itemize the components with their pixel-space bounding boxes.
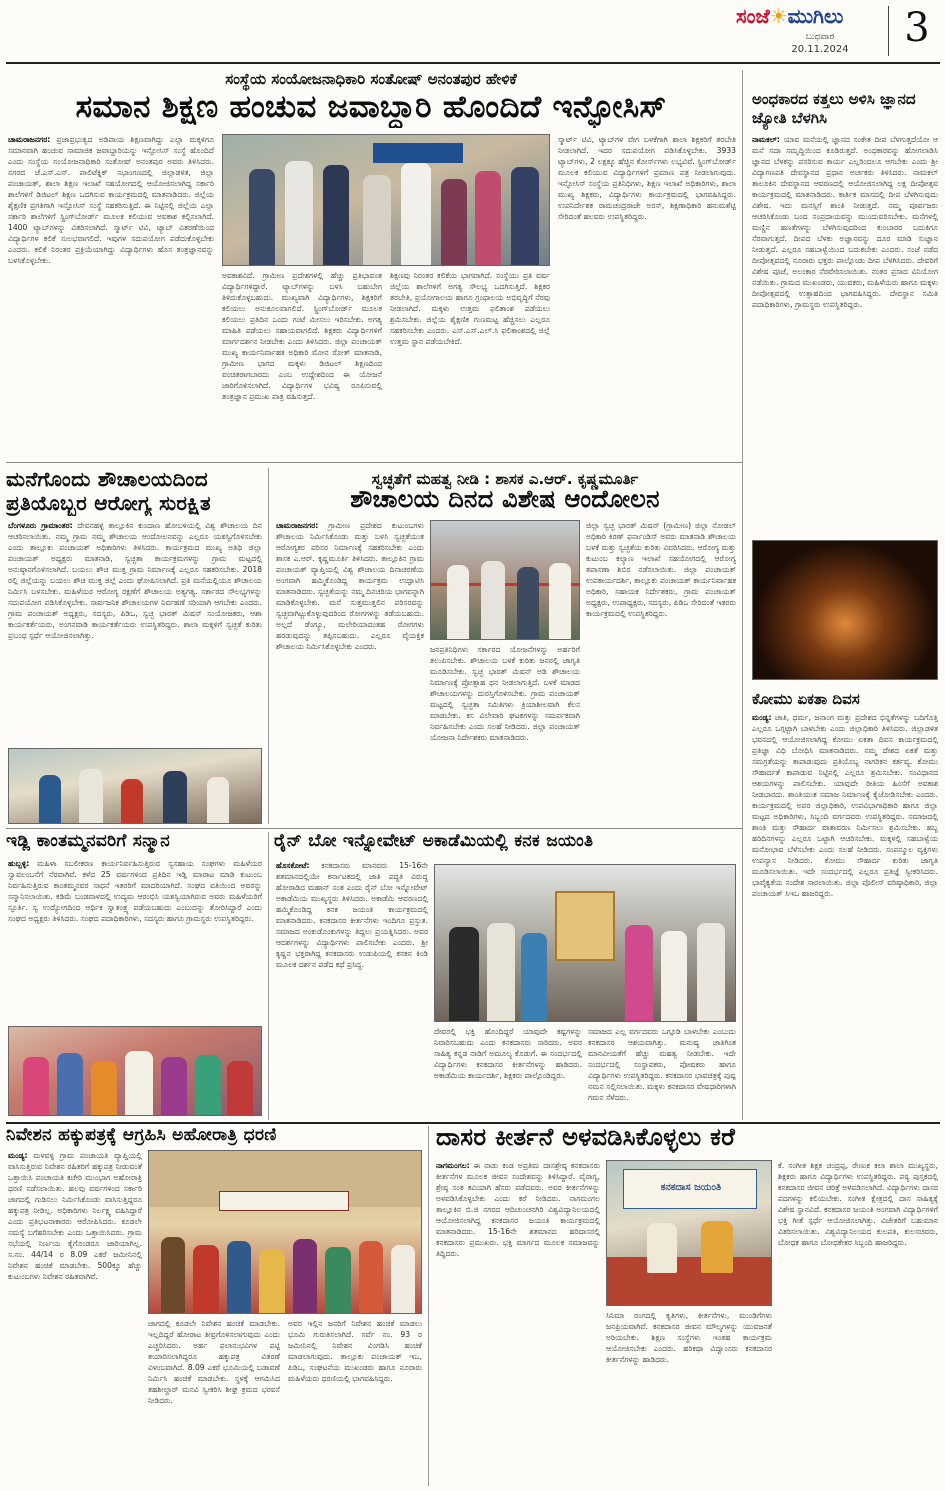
row3-rule [6,828,742,829]
sidebar-story2-dateline: ಮಂಡ್ಯ: [752,713,772,722]
row4-left-dateline: ಮಂಡ್ಯ: [8,1151,28,1160]
row3-right-headline: ರೈನ್ ಬೋ ಇನ್ನೋವೇಟ್ ಅಕಾಡೆಮಿಯಲ್ಲಿ ಕನಕ ಜಯಂತಿ [274,832,594,851]
row2-left-headline-2: ಪ್ರತಿಯೊಬ್ಬರ ಆರೋಗ್ಯ ಸುರಕ್ಷಿತ [6,492,211,515]
masthead-date: 20.11.2024 [791,44,849,55]
masthead-rule [6,62,940,64]
diya-lamps-photo [752,540,938,680]
toilet-day-photo [8,748,262,824]
masthead-day: ಬುಧವಾರ [805,32,835,42]
lead-headline: ಸಮಾನ ಶಿಕ್ಷಣ ಹಂಚುವ ಜವಾಬ್ದಾರಿ ಹೊಂದಿದೆ ಇನ್ಫೋಸಿಸ್ [75,90,667,125]
row3-left-body: ಹುಬ್ಬಳ್ಳಿ: ಮಹಿಳಾ ಸಬಲೀಕರಣ ಕಾರ್ಯನಿರ್ವಹಿಸುತ್ತಿರುವ ಸ್ವಸಹಾಯ ಸಂಘಗಳು ಮಹಿಳೆಯರ ಸ್ವಾವಲಂಬನೆಗೆ ನೆರವಾಗಿವೆ. ಕಳೆದ 25 ವರ್ಷಗಳಿಂದ ಪ್ರತಿದಿನ ಇಡ್ಲಿ ಮಾರಾಟ ಮಾಡಿ ಕುಟುಂಬ ನಿರ್ವಹಿಸುತ್ತಿರುವ ಕಾಂತಮ್ಮನವರ ಸಾಧನೆ ಇತರರಿಗೆ ಮಾದರಿಯಾಗಿದೆ. ಸಂಘದ ವತಿಯಿಂದ ಅವರನ್ನು ಸನ್ಮಾನಿಸಲಾಯಿತು. ಕಡಿಮೆ ಬಂಡವಾಳದಲ್ಲಿ ಉದ್ಯಮ ಆರಂಭಿಸಿ ಯಶಸ್ವಿಯಾಗಿರುವ ಅವರು ಮಹಿಳೆಯರಿಗೆ ಸ್ಫೂರ್ತಿ. ಸ್ವ ಉದ್ಯೋಗದಿಂದ ಆರ್ಥಿಕ ಸ್ವಾತಂತ್ರ್ಯ ಪಡೆಯಬಹುದು ಎಂಬುದನ್ನು ತೋರಿಸಿದ್ದಾರೆ ಎಂದು ಸಂಘದ ಅಧ್ಯಕ್ಷರು ತಿಳಿಸಿದರು. ಸಂಘದ ಪದಾಧಿಕಾರಿಗಳು, ಸದಸ್ಯರು ಹಾಗೂ ಗ್ರಾಮಸ್ಥರು ಉಪಸ್ಥಿತರಿದ್ದರು. [8,859,262,923]
sun-icon: ☀ [769,4,788,28]
row2-left-body: ಬೆಂಗಳೂರು ಗ್ರಾಮಾಂತರ: ದೇವನಹಳ್ಳಿ ತಾಲ್ಲೂಕಿನ ಕುಂದಾಣ ಹೋಬಳಿಯಲ್ಲಿ ವಿಶ್ವ ಶೌಚಾಲಯ ದಿನ ಆಚರಿಸಲಾಯಿತು. ನಮ್ಮ ಗ್ರಾಮ ನಮ್ಮ ಶೌಚಾಲಯ ಆಂದೋಲನವನ್ನು ಎಲ್ಲರೂ ಯಶಸ್ವಿಗೊಳಿಸಬೇಕು ಎಂದು ತಾಲ್ಲೂಕು ಪಂಚಾಯತ್ ಅಧಿಕಾರಿಗಳು ತಿಳಿಸಿದರು. ಕಾರ್ಯಕ್ರಮದ ಮುಖ್ಯ ಅತಿಥಿ ಜಿಲ್ಲಾ ಪಂಚಾಯತ್ ಅಧ್ಯಕ್ಷರು ಮಾತನಾಡಿ, ಸ್ವಚ್ಛತಾ ಕಾರ್ಯಕ್ರಮಗಳನ್ನು ಗ್ರಾಮ ಮಟ್ಟದಲ್ಲಿ ಅನುಷ್ಠಾನಗೊಳಿಸಲಾಗಿದೆ. ಬಯಲು ಶೌಚ ಮುಕ್ತ ಗ್ರಾಮ ನಿರ್ಮಾಣಕ್ಕೆ ಎಲ್ಲರೂ ಸಹಕರಿಸಬೇಕು. 2018 ರಲ್ಲಿ ಜಿಲ್ಲೆಯನ್ನು ಬಯಲು ಶೌಚ ಮುಕ್ತ ಜಿಲ್ಲೆ ಎಂದು ಘೋಷಿಸಲಾಗಿದೆ. ಪ್ರತಿ ಮನೆಯಲ್ಲಿಯೂ ಶೌಚಾಲಯ ನಿರ್ಮಿಸಿ ಬಳಸಬೇಕು. ಮಹಿಳೆಯರ ಆರೋಗ್ಯ ರಕ್ಷಣೆಗೆ ಶೌಚಾಲಯ ಅತ್ಯಗತ್ಯ. ಸರ್ಕಾರದ ಸೌಲಭ್ಯಗಳನ್ನು ಸದುಪಯೋಗ ಪಡಿಸಿಕೊಳ್ಳಬೇಕು. ಸಾರ್ವಜನಿಕ ಶೌಚಾಲಯಗಳ ನಿರ್ವಹಣೆ ಸರಿಯಾಗಿ ಆಗಬೇಕು ಎಂದರು. ಗ್ರಾಮ ಪಂಚಾಯತ್ ಅಧ್ಯಕ್ಷರು, ಸದಸ್ಯರು, ಪಿಡಿಒ, ಸ್ವಚ್ಛ ಭಾರತ್ ಮಿಷನ್ ಸಂಯೋಜಕರು, ಆಶಾ ಕಾರ್ಯಕರ್ತೆಯರು, ಅಂಗನವಾಡಿ ಕಾರ್ಯಕರ್ತೆಯರು ಉಪಸ್ಥಿತರಿದ್ದರು. ಶಾಲಾ ಮಕ್ಕಳಿಗೆ ಸ್ವಚ್ಛತೆ ಕುರಿತು ಪ್ರಬಂಧ ಸ್ಪರ್ಧೆ ಆಯೋಜಿಸಲಾಗಿತ್ತು. [8,521,262,640]
logo-part-b: ಮುಗಿಲು [787,4,844,28]
row2-rule [6,462,742,463]
row2-divider [268,468,269,824]
row2-left-dateline: ಬೆಂಗಳೂರು ಗ್ರಾಮಾಂತರ: [8,521,73,530]
stage-banner-text: ಕನಕದಾಸ ಜಯಂತಿ [660,1182,722,1193]
lead-body-col1 [8,134,214,454]
page-number: 3 [904,5,930,51]
row2-left-headline-1: ಮನೆಗೊಂದು ಶೌಚಾಲಯದಿಂದ [6,468,208,491]
sidebar-story1-headline: ಅಂಧಕಾರದ ಕತ್ತಲು ಅಳಿಸಿ ಜ್ಞಾನದ ಜ್ಯೋತಿ ಬೆಳಗಿಸಿ [752,90,916,127]
keertane-stage-photo [606,1160,772,1306]
ribbon-cutting-photo [430,520,580,640]
sidebar-divider [742,70,743,1120]
row4-right-body-b: ಸಿನಿಮಾ ರಂಗದಲ್ಲಿ ಕೃತಿಗಳು, ಕೀರ್ತನೆಗಳು, ಮುಂಡಿಗೆಗಳು ಜನಪ್ರಿಯವಾಗಿವೆ. ಕನಕದಾಸರ ಜೀವನ ಮೌಲ್ಯಗಳನ್ನು ಯುವಜನತೆ ಅರಿಯಬೇಕು. ಶಿಕ್ಷಣ ಸಂಸ್ಥೆಗಳು ಇಂತಹ ಕಾರ್ಯಕ್ರಮ ಆಯೋಜಿಸಬೇಕು ಎಂದರು. ಹರಿಕಥಾ ವಿದ್ವಾಂಸರು ಕನಕದಾಸರ ಕೀರ್ತನೆಗಳನ್ನು ಹಾಡಿದರು. [606,1311,772,1364]
lead-body-col2: ಅವಕಾಶವಿದೆ. ಗ್ರಾಮೀಣ ಪ್ರದೇಶಗಳಲ್ಲಿ ಹೆಚ್ಚು ಪ್ರತಿಭಾವಂತ ವಿದ್ಯಾರ್ಥಿಗಳಿದ್ದಾರೆ. ಟ್ಯಾಬ್‌ಗಳನ್ನು ಬಳಸಿ ಬಹುಬೇಗ ತಿಳಿದುಕೊಳ್ಳಬಹುದು. ಮುಖ್ಯವಾಗಿ ವಿದ್ಯಾರ್ಥಿಗಳು, ಶಿಕ್ಷಕರಿಗೆ ಕಲಿಯಲು ಅನುಕೂಲವಾಗಲಿದೆ. ಸ್ಪ್ರಿಂಗ್‌ಬೋರ್ಡ್ ಮೂಲಕ ಕಲಿಯಲು ಪ್ರತಿದಿನ ಒಂದು ಗಂಟೆ ಮೀಸಲು ಇರಿಸಬೇಕು. ಅಗತ್ಯ ಮಾಹಿತಿ ಪಡೆಯಲು ಸಹಾಯವಾಗಲಿದೆ. ಶಿಕ್ಷಕರು ವಿದ್ಯಾರ್ಥಿಗಳಿಗೆ ಮಾರ್ಗದರ್ಶನ ನೀಡಬೇಕು ಎಂದು ತಿಳಿಸಿದರು. ಜಿಲ್ಲಾ ಪಂಚಾಯತ್ ಮುಖ್ಯ ಕಾರ್ಯನಿರ್ವಾಹಕ ಅಧಿಕಾರಿ ಮೋನ ರೋತ್ ಮಾತನಾಡಿ, ಗ್ರಾಮೀಣ ಭಾಗದ ಮಕ್ಕಳು ಡಿಜಿಟಲ್ ಶಿಕ್ಷಣದಿಂದ ವಂಚಿತರಾಗಬಾರದು ಎಂಬ ಉದ್ದೇಶದಿಂದ ಈ ಯೋಜನೆ ಜಾರಿಗೊಳಿಸಲಾಗಿದೆ. ವಿದ್ಯಾರ್ಥಿಗಳ ಭವಿಷ್ಯ ರೂಪಿಸುವಲ್ಲಿ ತಂತ್ರಜ್ಞಾನ ಪ್ರಮುಖ ಪಾತ್ರ ವಹಿಸುತ್ತದೆ. [222,271,382,401]
lead-photo [222,134,550,266]
row2-mid-body-a: ಚಾಮರಾಜನಗರ: ಗ್ರಾಮೀಣ ಪ್ರದೇಶದ ಕುಟುಂಬಗಳು ಶೌಚಾಲಯ ನಿರ್ಮಿಸಿಕೊಂಡು ಮತ್ತು ಬಳಸಿ ಸ್ವಚ್ಛತೆಯುತ ಆರೋಗ್ಯಕರ ಪರಿಸರ ನಿರ್ಮಾಣಕ್ಕೆ ಸಹಕರಿಸಬೇಕು ಎಂದು ಶಾಸಕ ಎ.ಆರ್. ಕೃಷ್ಣಮೂರ್ತಿ ತಿಳಿಸಿದರು. ತಾಲ್ಲೂಕಿನ ಗ್ರಾಮ ಪಂಚಾಯತ್ ವ್ಯಾಪ್ತಿಯಲ್ಲಿ ವಿಶ್ವ ಶೌಚಾಲಯ ದಿನಾಚರಣೆಯ ಅಂಗವಾಗಿ ಹಮ್ಮಿಕೊಂಡಿದ್ದ ಕಾರ್ಯಕ್ರಮ ಉದ್ಘಾಟಿಸಿ ಮಾತನಾಡಿದರು. ಸ್ವಚ್ಛತೆಯನ್ನು ನಮ್ಮ ದಿನಚರಿಯ ಭಾಗವನ್ನಾಗಿ ಮಾಡಿಕೊಳ್ಳಬೇಕು. ಮನೆ ಸುತ್ತಮುತ್ತಲಿನ ಪರಿಸರವನ್ನು ಸ್ವಚ್ಛವಾಗಿಟ್ಟುಕೊಳ್ಳುವುದರಿಂದ ರೋಗಗಳನ್ನು ತಡೆಯಬಹುದು. ಅಲ್ಲದೆ ಡೆಂಗ್ಯೂ, ಮಲೇರಿಯಾದಂತಹ ರೋಗಗಳು ಹರಡುವುದನ್ನು ತಪ್ಪಿಸಬಹುದು. ಎಲ್ಲರೂ ವೈಯಕ್ತಿಕ ಶೌಚಾಲಯ ನಿರ್ಮಿಸಿಕೊಳ್ಳಬೇಕು ಎಂದರು. [276,521,424,651]
row3-right-body-a: ಹೊಸಕೋಟೆ: ಕನಕದಾಸರು ಮಾನವರು 15-16ನೇ ಶತಮಾನದಲ್ಲಿಯೇ ಕರ್ನಾಟಕದಲ್ಲಿ ಜಾತಿ ಪದ್ಧತಿ ವಿರುದ್ಧ ಹೋರಾಡಿದ ಮಹಾನ್ ಸಂತ ಎಂದು ರೈನ್ ಬೋ ಇನ್ನೋವೇಟ್ ಅಕಾಡೆಮಿಯ ಮುಖ್ಯಸ್ಥರು ತಿಳಿಸಿದರು. ಅಕಾಡೆಮಿ ಆವರಣದಲ್ಲಿ ಹಮ್ಮಿಕೊಂಡಿದ್ದ ಕನಕ ಜಯಂತಿ ಕಾರ್ಯಕ್ರಮದಲ್ಲಿ ಮಾತನಾಡಿದರು. ಕನಕದಾಸರ ಕೀರ್ತನೆಗಳು ಇಂದಿಗೂ ಪ್ರಸ್ತುತ. ಸಮಾಜದ ಅಂಕುಡೊಂಕುಗಳನ್ನು ತಿದ್ದಲು ಪ್ರಯತ್ನಿಸಿದರು. ಅವರ ಆದರ್ಶಗಳನ್ನು ವಿದ್ಯಾರ್ಥಿಗಳು ಪಾಲಿಸಬೇಕು ಎಂದರು. ಶ್ರೀ ಕೃಷ್ಣನ ಭಕ್ತರಾಗಿದ್ದ ಕನಕದಾಸರು ಉಡುಪಿಯಲ್ಲಿ ಕನಕನ ಕಿಂಡಿ ಮೂಲಕ ದರ್ಶನ ಪಡೆದ ಕಥೆ ಪ್ರಸಿದ್ಧ. [276,861,428,969]
row3-left-headline: ಇಡ್ಲಿ ಕಾಂತಮ್ಮನವರಿಗೆ ಸನ್ಮಾನ [6,832,170,851]
row3-right-body-c: ಸಮಾಜದ ಎಲ್ಲ ವರ್ಗದವರು ಒಗ್ಗೂಡಿ ಬಾಳಬೇಕು ಎಂಬುದು ಕನಕದಾಸರ ಆಶಯವಾಗಿತ್ತು. ಮನುಷ್ಯ ಜಾತಿಗಿಂತ ಮಾನವೀಯತೆಗೆ ಹೆಚ್ಚು ಮಹತ್ವ ನೀಡಬೇಕು. ಇದೇ ಸಂದರ್ಭದಲ್ಲಿ ಸಂಸ್ಥಾಪಕರು, ಪೋಷಕರು ಹಾಗೂ ವಿದ್ಯಾರ್ಥಿಗಳು ಉಪಸ್ಥಿತರಿದ್ದರು. ಕನಕದಾಸರ ಭಾವಚಿತ್ರಕ್ಕೆ ಪುಷ್ಪ ನಮನ ಸಲ್ಲಿಸಲಾಯಿತು. ಮಕ್ಕಳು ಕನಕದಾಸರ ವೇಷಧಾರಿಗಳಾಗಿ ಗಮನ ಸೆಳೆದರು. [588,1027,736,1102]
masthead-logo [736,4,876,30]
felicitation-photo [8,1026,262,1116]
lead-body-a: ಪ್ರಜಾಪ್ರಭುತ್ವದ ಅಡಿಪಾಯ ಶಿಕ್ಷಣವಾಗಿದ್ದು ಎಲ್ಲಾ ಮಕ್ಕಳಿಗೂ ಸಮಾನವಾಗಿ ಹಂಚುವ ಸಾಮಾಜಿಕ ಜವಾಬ್ದಾರಿಯನ್ನು ಇನ್ಫೋಸಿಸ್ ಸಂಸ್ಥೆ ಹೊಂದಿದೆ ಎಂದು ಸಂಸ್ಥೆಯ ಸಂಯೋಜನಾಧಿಕಾರಿ ಸಂತೋಷ್ ಅನಂತಪುರ ಅವರು ತಿಳಿಸಿದರು. ನಗರದ ಜೆ.ಎಸ್.ಎಸ್. ಪಾಲಿಟೆಕ್ನಿಕ್ ಸಭಾಂಗಣದಲ್ಲಿ ಜಿಲ್ಲಾಡಳಿತ, ಜಿಲ್ಲಾ ಪಂಚಾಯತ್, ಶಾಲಾ ಶಿಕ್ಷಣ ಇಲಾಖೆ ಸಹಯೋಗದಲ್ಲಿ ಆಯೋಜಿಸಲಾಗಿದ್ದ ಸರ್ಕಾರಿ ಶಾಲೆಗಳಿಗೆ ಡಿಜಿಟಲ್ ಶಿಕ್ಷಣ ಒದಗಿಸುವ ಕಾರ್ಯಕ್ರಮದಲ್ಲಿ ಮಾತನಾಡಿದರು. ಜಿಲ್ಲೆಯ ಶೈಕ್ಷಣಿಕ ಪ್ರಗತಿಗಾಗಿ ಇನ್ಫೋಸಿಸ್ ಸಂಸ್ಥೆ ಸಹಕರಿಸುತ್ತಿದೆ. ಈ ನಿಟ್ಟಿನಲ್ಲಿ ಜಿಲ್ಲೆಯ ಎಲ್ಲಾ ಸರ್ಕಾರಿ ಶಾಲೆಗಳಿಗೆ ಸ್ಪ್ರಿಂಗ್‌ಬೋರ್ಡ್ ಮೂಲಕ ಕಲಿಯುವ ಅವಕಾಶ ಕಲ್ಪಿಸಲಾಗಿದೆ. 1400 ಟ್ಯಾಬ್‌ಗಳನ್ನು ವಿತರಿಸಲಾಗಿದೆ. ಸ್ಮಾರ್ಟ್ ಟಿವಿ, ಟ್ಯಾಬ್ ವಿತರಣೆಯಿಂದ ವಿದ್ಯಾರ್ಥಿಗಳ ಕಲಿಕೆ ಸುಲಭವಾಗಲಿದೆ. ಇವುಗಳ ಸದುಪಯೋಗ ಪಡೆದುಕೊಳ್ಳಬೇಕು ಎಂದರು. ಕಲಿಕೆ ನಿರಂತರ ಪ್ರಕ್ರಿಯೆಯಾಗಿದ್ದು ವಿದ್ಯಾರ್ಥಿಗಳು ಹೊಸ ತಂತ್ರಜ್ಞಾನವನ್ನು ಬಳಸಿಕೊಳ್ಳಬೇಕು. [8,135,214,265]
row2-mid-body-b: ಜನಪ್ರತಿನಿಧಿಗಳು ಸರ್ಕಾರದ ಯೋಜನೆಗಳನ್ನು ಅರ್ಹರಿಗೆ ತಲುಪಿಸಬೇಕು. ಶೌಚಾಲಯ ಬಳಕೆ ಕುರಿತು ಜನರಲ್ಲಿ ಜಾಗೃತಿ ಮೂಡಿಸಬೇಕು. ಸ್ವಚ್ಛ ಭಾರತ್ ಮಿಷನ್ ಅಡಿ ಶೌಚಾಲಯ ನಿರ್ಮಾಣಕ್ಕೆ ಪ್ರೋತ್ಸಾಹ ಧನ ನೀಡಲಾಗುತ್ತಿದೆ. ಬಳಕೆ ಮಾಡದ ಶೌಚಾಲಯಗಳನ್ನು ದುರಸ್ತಿಗೊಳಿಸಬೇಕು. ಗ್ರಾಮ ಪಂಚಾಯತ್ ಮಟ್ಟದಲ್ಲಿ ಸ್ವಚ್ಛತಾ ಸಮಿತಿಗಳು ಕ್ರಿಯಾಶೀಲವಾಗಿ ಕೆಲಸ ಮಾಡಬೇಕು. ಕಸ ವಿಲೇವಾರಿ ಘಟಕಗಳನ್ನು ಸಮರ್ಪಕವಾಗಿ ನಿರ್ವಹಿಸಬೇಕು ಎಂದು ಸಲಹೆ ನೀಡಿದರು. ಜಿಲ್ಲಾ ಪಂಚಾಯತ್ ಯೋಜನಾ ನಿರ್ದೇಶಕರು ಮಾತನಾಡಿದರು. [430,645,580,742]
lead-kicker: ಸಂಸ್ಥೆಯ ಸಂಯೋಜನಾಧಿಕಾರಿ ಸಂತೋಷ್ ಅನಂತಪುರ ಹೇಳಿಕೆ [225,70,517,88]
sidebar-story2-headline: ಕೋಮು ಏಕತಾ ದಿವಸ [752,690,860,708]
row4-left-headline: ನಿವೇಶನ ಹಕ್ಕುಪತ್ರಕ್ಕೆ ಆಗ್ರಹಿಸಿ ಅಹೋರಾತ್ರಿ ಧರಣಿ [6,1126,277,1145]
row4-divider [428,1126,429,1486]
protest-photo [148,1150,422,1314]
kanaka-jayanti-photo [434,864,736,1022]
sidebar-story2-body: ಮಂಡ್ಯ: ಜಾತಿ, ಧರ್ಮ, ಜನಾಂಗ ಮತ್ತು ಪ್ರದೇಶದ ಭಿನ್ನತೆಗಳನ್ನು ಬದಿಗೊತ್ತಿ ಎಲ್ಲರೂ ಒಗ್ಗಟ್ಟಾಗಿ ಬಾಳಬೇಕು ಎಂದು ಜಿಲ್ಲಾಧಿಕಾರಿ ತಿಳಿಸಿದರು. ಜಿಲ್ಲಾಡಳಿತ ಭವನದಲ್ಲಿ ಆಯೋಜಿಸಲಾಗಿದ್ದ ಕೋಮು ಏಕತಾ ದಿವಸ ಕಾರ್ಯಕ್ರಮದಲ್ಲಿ ಪ್ರತಿಜ್ಞಾ ವಿಧಿ ಬೋಧಿಸಿ ಮಾತನಾಡಿದರು. ನಮ್ಮ ದೇಶದ ಏಕತೆ ಮತ್ತು ಸಮಗ್ರತೆಯನ್ನು ಕಾಪಾಡುವುದು ಪ್ರತಿಯೊಬ್ಬ ನಾಗರಿಕನ ಕರ್ತವ್ಯ. ಕೋಮು ಸೌಹಾರ್ದತೆ ಕಾಪಾಡುವ ನಿಟ್ಟಿನಲ್ಲಿ ಎಲ್ಲರೂ ಶ್ರಮಿಸಬೇಕು. ಸಂವಿಧಾನದ ಆಶಯಗಳನ್ನು ಪಾಲಿಸಬೇಕು. ಯಾವುದೇ ರೀತಿಯ ಹಿಂಸೆಗೆ ಅವಕಾಶ ನೀಡಬಾರದು. ಶಾಂತಿಯುತ ಸಮಾಜ ನಿರ್ಮಾಣಕ್ಕೆ ಕೈಜೋಡಿಸಬೇಕು ಎಂದರು. ಕಾರ್ಯಕ್ರಮದಲ್ಲಿ ಅಪರ ಜಿಲ್ಲಾಧಿಕಾರಿ, ಉಪವಿಭಾಗಾಧಿಕಾರಿ ಹಾಗೂ ಜಿಲ್ಲಾ ಮಟ್ಟದ ಅಧಿಕಾರಿಗಳು, ಸಿಬ್ಬಂದಿ ವರ್ಗದವರು ಉಪಸ್ಥಿತರಿದ್ದರು. ಸಮಾಜದಲ್ಲಿ ಶಾಂತಿ ಮತ್ತು ಸೌಹಾರ್ದ ವಾತಾವರಣ ನಿರ್ಮಿಸಲು ಶ್ರಮಿಸಬೇಕು. ಹಬ್ಬ ಹರಿದಿನಗಳನ್ನು ಎಲ್ಲರೂ ಒಟ್ಟಾಗಿ ಆಚರಿಸಬೇಕು. ಮಕ್ಕಳಲ್ಲಿ ಸಹಬಾಳ್ವೆಯ ಮನೋಭಾವ ಬೆಳೆಸಬೇಕು ಎಂದು ಸಲಹೆ ನೀಡಿದರು. ಸಂಪನ್ಮೂಲ ವ್ಯಕ್ತಿಗಳು ಉಪನ್ಯಾಸ ನೀಡಿದರು. ಕೋಮು ಸೌಹಾರ್ದ ಕುರಿತು ಜಾಗೃತಿ ಮೂಡಿಸಲಾಯಿತು. ಇದೇ ಸಂದರ್ಭದಲ್ಲಿ ಎಲ್ಲರೂ ಪ್ರತಿಜ್ಞೆ ಸ್ವೀಕರಿಸಿದರು. ಭಾವೈಕ್ಯತೆಯ ಸಂದೇಶ ಸಾರಲಾಯಿತು. ಜಿಲ್ಲಾ ಪೊಲೀಸ್ ವರಿಷ್ಠಾಧಿಕಾರಿ, ಜಿಲ್ಲಾ ಪಂಚಾಯತ್ ಸಿಇಒ ಹಾಜರಿದ್ದರು. [752,713,938,898]
row2-mid-dateline: ಚಾಮರಾಜನಗರ: [276,521,319,530]
row2-mid-kicker: ಸ್ವಚ್ಛತೆಗೆ ಮಹತ್ವ ನೀಡಿ : ಶಾಸಕ ಎ.ಆರ್. ಕೃಷ್ಣಮೂರ್ತಿ [371,470,639,488]
lead-body-col4: ಸ್ಮಾರ್ಟ್ ಟಿವಿ, ಟ್ಯಾಬ್‌ಗಳ ವೇಗ ಬಳಕೆಗಾಗಿ ಶಾಲಾ ಶಿಕ್ಷಕರಿಗೆ ತರಬೇತಿ ನೀಡಲಾಗಿದೆ. ಇದರ ಸದುಪಯೋಗ ಪಡಿಸಿಕೊಳ್ಳಬೇಕು. 3933 ಟ್ಯಾಬ್‌ಗಳು, 2 ಲಕ್ಷಕ್ಕೂ ಹೆಚ್ಚಿನ ಕೋರ್ಸ್‌ಗಳು ಲಭ್ಯವಿವೆ. ಸ್ಪ್ರಿಂಗ್‌ಬೋರ್ಡ್ ಮೂಲಕ ಕಲಿಯುವ ವಿದ್ಯಾರ್ಥಿಗಳಿಗೆ ಪ್ರಮಾಣ ಪತ್ರ ನೀಡಲಾಗುವುದು. ಇನ್ಫೋಸಿಸ್ ಸಂಸ್ಥೆಯ ಪ್ರತಿನಿಧಿಗಳು, ಶಿಕ್ಷಣ ಇಲಾಖೆ ಅಧಿಕಾರಿಗಳು, ಶಾಲಾ ಮುಖ್ಯ ಶಿಕ್ಷಕರು, ವಿದ್ಯಾರ್ಥಿಗಳು ಕಾರ್ಯಕ್ರಮದಲ್ಲಿ ಭಾಗವಹಿಸಿದ್ದರು. ಉಪನಿರ್ದೇಶಕ ರಾಮಚಂದ್ರರಾಜೇ ಅರಸ್, ಶಿಕ್ಷಣಾಧಿಕಾರಿ ಹನುಮಶೆಟ್ಟಿ ಸೇರಿದಂತೆ ಹಲವರು ಉಪಸ್ಥಿತರಿದ್ದರು. [558,135,736,221]
row4-right-body-c: ಕೆ. ಸಂಗೀತ ಶಿಕ್ಷಕ ಚಂದ್ರಪ್ಪ, ರೇಣುಕ ಕಲಾ ಶಾಲಾ ಮುಖ್ಯಸ್ಥರು, ಶಿಕ್ಷಕರು ಹಾಗೂ ವಿದ್ಯಾರ್ಥಿಗಳು ಉಪಸ್ಥಿತರಿದ್ದರು. ಪಠ್ಯ ಪುಸ್ತಕದಲ್ಲಿ ಕನಕದಾಸರ ಜೀವನ ಚರಿತ್ರೆ ಅಳವಡಿಸಲಾಗಿದೆ. ವಿದ್ಯಾರ್ಥಿಗಳು ದಾಸರ ಪದಗಳನ್ನು ಕಲಿಯಬೇಕು. ಸಂಗೀತ ಕ್ಷೇತ್ರದಲ್ಲಿ ದಾಸ ಸಾಹಿತ್ಯಕ್ಕೆ ವಿಶೇಷ ಸ್ಥಾನವಿದೆ. ಕನಕದಾಸರ ಜಯಂತಿ ಅಂಗವಾಗಿ ವಿದ್ಯಾರ್ಥಿಗಳಿಗೆ ಭಕ್ತಿ ಗೀತೆ ಸ್ಪರ್ಧೆ ಆಯೋಜಿಸಲಾಗಿತ್ತು. ವಿಜೇತರಿಗೆ ಬಹುಮಾನ ವಿತರಿಸಲಾಯಿತು. ವಿಶ್ವವಿದ್ಯಾನಿಲಯದ ಕುಲಪತಿ, ಕುಲಸಚಿವರು, ಬೋಧಕ ಹಾಗೂ ಬೋಧಕೇತರ ಸಿಬ್ಬಂದಿ ಹಾಜರಿದ್ದರು. [778,1161,938,1247]
logo-part-a: ಸಂಜೆ [736,4,770,28]
row4-left-body-b: ಜಾಗದಲ್ಲಿ ಕೂಡಲೇ ನಿವೇಶನ ಹಂಚಿಕೆ ಮಾಡಬೇಕು. ಇಲ್ಲದಿದ್ದರೆ ಹೋರಾಟ ತೀವ್ರಗೊಳಿಸಲಾಗುವುದು ಎಂದು ಎಚ್ಚರಿಸಿದರು. ಅರ್ಹ ಫಲಾನುಭವಿಗಳ ಪಟ್ಟಿ ತಯಾರಿಸಲಾಗಿದ್ದರೂ ಹಕ್ಕುಪತ್ರ ವಿತರಣೆ ವಿಳಂಬವಾಗಿದೆ. 8.09 ಎಕರೆ ಭೂಮಿಯಲ್ಲಿ ಬಡಾವಣೆ ನಿರ್ಮಿಸಿ ಹಂಚಿಕೆ ಮಾಡಬೇಕು. ಸ್ಥಳಕ್ಕೆ ಆಗಮಿಸಿದ ತಹಶೀಲ್ದಾರ್ ಮನವಿ ಸ್ವೀಕರಿಸಿ ಶೀಘ್ರ ಕ್ರಮದ ಭರವಸೆ ನೀಡಿದರು. [148,1319,280,1405]
row4-left-body-c: ಅವರ ಇಲ್ಲಿನ ಜನರಿಗೆ ನಿವೇಶನ ಹಂಚಿಕೆ ಮಾಡಲು ಭೂಮಿ ಗುರುತಿಸಲಾಗಿದೆ. ಸರ್ವೆ ನಂ. 93 ರ ಜಮೀನಿನಲ್ಲಿ ನಿವೇಶನ ವಿಂಗಡಿಸಿ ಹಂಚಿಕೆ ಮಾಡಲಾಗುವುದು. ತಾಲ್ಲೂಕು ಪಂಚಾಯತ್ ಇಒ, ಪಿಡಿಒ, ಸಂಘಟನೆಯ ಮುಖಂಡರು ಹಾಗೂ ನೂರಾರು ಮಹಿಳೆಯರು ಧರಣಿಯಲ್ಲಿ ಭಾಗವಹಿಸಿದ್ದರು. [288,1319,422,1383]
row4-left-body-a: ಮಂಡ್ಯ: ಮಳವಳ್ಳಿ ಗ್ರಾಮ ಪಂಚಾಯತಿ ವ್ಯಾಪ್ತಿಯಲ್ಲಿ ವಾಸಿಸುತ್ತಿರುವ ನಿವೇಶನ ರಹಿತರಿಗೆ ಹಕ್ಕುಪತ್ರ ನೀಡುವಂತೆ ಒತ್ತಾಯಿಸಿ ಪಂಚಾಯತಿ ಕಚೇರಿ ಮುಂಭಾಗ ಅಹೋರಾತ್ರಿ ಧರಣಿ ನಡೆಸಲಾಯಿತು. ಹಲವು ವರ್ಷಗಳಿಂದ ಸರ್ಕಾರಿ ಜಾಗದಲ್ಲಿ ಗುಡಿಸಲು ನಿರ್ಮಿಸಿಕೊಂಡು ವಾಸಿಸುತ್ತಿದ್ದರೂ ಹಕ್ಕುಪತ್ರ ನೀಡಿಲ್ಲ. ಅಧಿಕಾರಿಗಳು ನಿರ್ಲಕ್ಷ್ಯ ವಹಿಸಿದ್ದಾರೆ ಎಂದು ಪ್ರತಿಭಟನಾಕಾರರು ಆರೋಪಿಸಿದರು. ಕೂಡಲೇ ಸಮಸ್ಯೆ ಬಗೆಹರಿಸಬೇಕು ಎಂದು ಒತ್ತಾಯಿಸಿದರು. ಗ್ರಾಮ ಸಭೆಯಲ್ಲಿ ನಿರ್ಣಯ ಕೈಗೊಂಡರೂ ಜಾರಿಯಾಗಿಲ್ಲ. ಸ.ನಂ. 44/14 ರ 8.09 ಎಕರೆ ಜಮೀನಿನಲ್ಲಿ ನಿವೇಶನ ಹಂಚಿಕೆ ಮಾಡಬೇಕು. 500ಕ್ಕೂ ಹೆಚ್ಚು ಕುಟುಂಬಗಳು ನಿವೇಶನ ರಹಿತವಾಗಿವೆ. [8,1151,142,1281]
row3-divider [268,832,269,1120]
masthead-divider [888,6,889,56]
row4-right-headline: ದಾಸರ ಕೀರ್ತನೆ ಅಳವಡಿಸಿಕೊಳ್ಳಲು ಕರೆ [436,1124,736,1151]
sidebar-story1-dateline: ನಾಮಕಲ್: [752,135,780,144]
masthead [0,0,945,60]
sidebar-story1-body: ನಾಮಕಲ್: ಯಾವ ಮನೆಯಲ್ಲಿ ಜ್ಞಾನದ ಸಂಕೇತ ದೀಪ ಬೆಳಗುತ್ತದೆಯೋ ಆ ಮನೆ ಸದಾ ಸಮೃದ್ಧಿಯಿಂದ ಕೂಡಿರುತ್ತದೆ. ಅಂಧಕಾರವನ್ನು ಹೋಗಲಾಡಿಸಿ ಜ್ಞಾನದ ಬೆಳಕನ್ನು ಪಸರಿಸುವ ಕಾರ್ಯ ಎಲ್ಲರಿಂದಲೂ ಆಗಬೇಕು ಎಂದು ಶ್ರೀ ವಿದ್ಯಾಗಣಪತಿ ದೇವಸ್ಥಾನದ ಪ್ರಧಾನ ಅರ್ಚಕರು ತಿಳಿಸಿದರು. ನಾಮಕಲ್ ತಾಲೂಕಿನ ದೇವಸ್ಥಾನದ ಆವರಣದಲ್ಲಿ ಆಯೋಜಿಸಲಾಗಿದ್ದ ಲಕ್ಷ ದೀಪೋತ್ಸವ ಕಾರ್ಯಕ್ರಮದಲ್ಲಿ ಮಾತನಾಡಿದರು. ಕಾರ್ತಿಕ ಮಾಸದಲ್ಲಿ ದೀಪ ಬೆಳಗಿಸುವುದು ವಿಶೇಷ. ಇದು ಮನಸ್ಸಿಗೆ ಶಾಂತಿ ನೀಡುತ್ತದೆ. ನಮ್ಮ ಪೂರ್ವಜರು ಆಚರಿಸಿಕೊಂಡು ಬಂದ ಸಂಪ್ರದಾಯವನ್ನು ಮುಂದುವರಿಸಬೇಕು. ಮನೆಗಳಲ್ಲಿ ಮಣ್ಣಿನ ಹಣತೆಗಳನ್ನು ಬೆಳಗಿಸುವುದರಿಂದ ಕುಂಬಾರರ ಬದುಕಿಗೂ ನೆರವಾಗುತ್ತದೆ. ದೀಪದ ಬೆಳಕು ಅಜ್ಞಾನವನ್ನು ದೂರ ಮಾಡಿ ಸುಜ್ಞಾನ ನೀಡುತ್ತದೆ. ಎಲ್ಲರೂ ಸಹಬಾಳ್ವೆಯಿಂದ ಬದುಕಬೇಕು ಎಂದರು. ಸಂಜೆ ನಡೆದ ದೀಪೋತ್ಸವದಲ್ಲಿ ನೂರಾರು ಭಕ್ತರು ಪಾಲ್ಗೊಂಡು ದೀಪ ಬೆಳಗಿಸಿದರು. ದೇವರಿಗೆ ವಿಶೇಷ ಪೂಜೆ, ಅಲಂಕಾರ ನೆರವೇರಿಸಲಾಯಿತು. ನಂತರ ಪ್ರಸಾದ ವಿನಿಯೋಗ ನಡೆಯಿತು. ಗ್ರಾಮದ ಮುಖಂಡರು, ಯುವಕರು, ಮಹಿಳೆಯರು ಹಾಗೂ ಮಕ್ಕಳು ದೀಪೋತ್ಸವದಲ್ಲಿ ಉತ್ಸಾಹದಿಂದ ಭಾಗವಹಿಸಿದ್ದರು. ದೇವಸ್ಥಾನ ಸಮಿತಿ ಪದಾಧಿಕಾರಿಗಳು, ಗ್ರಾಮಸ್ಥರು ಉಪಸ್ಥಿತರಿದ್ದರು. [752,135,938,309]
row3-left-dateline: ಹುಬ್ಬಳ್ಳಿ: [8,859,30,868]
row3-right-dateline: ಹೊಸಕೋಟೆ: [276,861,310,870]
row2-mid-body-c: ಜಿಲ್ಲಾ ಸ್ವಚ್ಛ ಭಾರತ್ ಮಿಷನ್ (ಗ್ರಾಮೀಣ) ಜಿಲ್ಲಾ ನೋಡಲ್ ಅಧಿಕಾರಿ ಕಿರಣ್ ಫರ್ನಾಂಡಿಸ್ ಅವರು ಮಾತನಾಡಿ ಶೌಚಾಲಯ ಬಳಕೆ ಮತ್ತು ಸ್ವಚ್ಛತೆಯ ಕುರಿತು ವಿವರಿಸಿದರು. ಆರೋಗ್ಯ ಮತ್ತು ಕುಟುಂಬ ಕಲ್ಯಾಣ ಇಲಾಖೆ ಸಹಯೋಗದಲ್ಲಿ ಆರೋಗ್ಯ ತಪಾಸಣಾ ಶಿಬಿರ ನಡೆಸಲಾಯಿತು. ಜಿಲ್ಲಾ ಪಂಚಾಯತ್ ಉಪಕಾರ್ಯದರ್ಶಿ, ತಾಲ್ಲೂಕು ಪಂಚಾಯತ್ ಕಾರ್ಯನಿರ್ವಾಹಕ ಅಧಿಕಾರಿ, ಸಹಾಯಕ ನಿರ್ದೇಶಕರು, ಗ್ರಾಮ ಪಂಚಾಯತ್ ಅಧ್ಯಕ್ಷರು, ಉಪಾಧ್ಯಕ್ಷರು, ಸದಸ್ಯರು, ಪಿಡಿಒ ಸೇರಿದಂತೆ ಇತರರು ಕಾರ್ಯಕ್ರಮದಲ್ಲಿ ಉಪಸ್ಥಿತರಿದ್ದರು. [586,521,736,618]
row2-mid-headline: ಶೌಚಾಲಯ ದಿನದ ವಿಶೇಷ ಆಂದೋಲನ [350,486,660,513]
row3-right-body-b: ದೇವರಲ್ಲಿ ಭಕ್ತಿ ಹೊಂದಿದ್ದರೆ ಯಾವುದೇ ಕಷ್ಟಗಳನ್ನು ನಿವಾರಿಸಬಹುದು ಎಂದು ಕನಕದಾಸರು ಸಾರಿದರು. ಅವರ ಸಾಹಿತ್ಯ ಕನ್ನಡ ನಾಡಿಗೆ ಅಮೂಲ್ಯ ಕೊಡುಗೆ. ಈ ಸಂದರ್ಭದಲ್ಲಿ ವಿದ್ಯಾರ್ಥಿಗಳು ಕನಕದಾಸರ ಕೀರ್ತನೆಗಳನ್ನು ಹಾಡಿದರು. ಅಕಾಡೆಮಿಯ ಕಾರ್ಯದರ್ಶಿ, ಶಿಕ್ಷಕರು ಪಾಲ್ಗೊಂಡಿದ್ದರು. [434,1027,582,1080]
lead-dateline: ಚಾಮರಾಜನಗರ: [8,135,51,144]
row4-right-body-a: ನಾಗಮಂಗಲ: ಈ ನಾಡು ಕಂಡ ಅಪ್ರತಿಮ ದಾಸಶ್ರೇಷ್ಠ ಕನಕದಾಸರು ಕೀರ್ತನೆಗಳ ಮೂಲಕ ಜೀವನ ಸಂದೇಶವನ್ನು ತಿಳಿಸಿದ್ದಾರೆ. ವೈರಾಗ್ಯ, ಶ್ರೇಷ್ಠ ಸಂತ ಕವಿಯಾಗಿ ಹೆಸರು ಪಡೆದವರು. ಅವರ ಕೀರ್ತನೆಗಳನ್ನು ಅಳವಡಿಸಿಕೊಳ್ಳಬೇಕು ಎಂದು ಕರೆ ನೀಡಿದರು. ನಾಗಮಂಗಲ ತಾಲ್ಲೂಕಿನ ಬಿ.ಜಿ ನಗರದ ಆದಿಚುಂಚನಗಿರಿ ವಿಶ್ವವಿದ್ಯಾನಿಲಯದಲ್ಲಿ ಆಯೋಜಿಸಲಾಗಿದ್ದ ಕನಕದಾಸರ ಜಯಂತಿ ಕಾರ್ಯಕ್ರಮದಲ್ಲಿ ಮಾತನಾಡಿದರು. 15-16ನೇ ಶತಮಾನದ ಹರಿದಾಸರಲ್ಲಿ ಕನಕದಾಸರು ಪ್ರಮುಖರು. ಭಕ್ತಿ ಮಾರ್ಗದ ಮೂಲಕ ಸಮಾಜವನ್ನು ತಿದ್ದಿದರು. [436,1161,600,1258]
row4-right-dateline: ನಾಗಮಂಗಲ: [436,1161,470,1170]
lead-body-col3: ಶಿಕ್ಷಣವು ನಿರಂತರ ಕಲಿಕೆಯ ಭಾಗವಾಗಿದೆ. ಸಂಸ್ಥೆಯು ಪ್ರತಿ ವರ್ಷ ಜಿಲ್ಲೆಯ ಶಾಲೆಗಳಿಗೆ ಅಗತ್ಯ ಸೌಲಭ್ಯ ಒದಗಿಸುತ್ತಿದೆ. ಶಿಕ್ಷಕರ ತರಬೇತಿ, ಪ್ರಯೋಗಾಲಯ ಹಾಗೂ ಗ್ರಂಥಾಲಯ ಅಭಿವೃದ್ಧಿಗೆ ನೆರವು ನೀಡಲಾಗಿದೆ. ಮಕ್ಕಳು ಉತ್ತಮ ಫಲಿತಾಂಶ ಪಡೆಯಲು ಶ್ರಮಿಸಬೇಕು. ಜಿಲ್ಲೆಯ ಶೈಕ್ಷಣಿಕ ಗುಣಮಟ್ಟ ಹೆಚ್ಚಿಸಲು ಎಲ್ಲರೂ ಸಹಕರಿಸಬೇಕು ಎಂದರು. ಎಸ್.ಎಸ್.ಎಲ್.ಸಿ ಫಲಿತಾಂಶದಲ್ಲಿ ಜಿಲ್ಲೆ ಉತ್ತಮ ಸ್ಥಾನ ಪಡೆಯಬೇಕಿದೆ. [390,271,550,346]
